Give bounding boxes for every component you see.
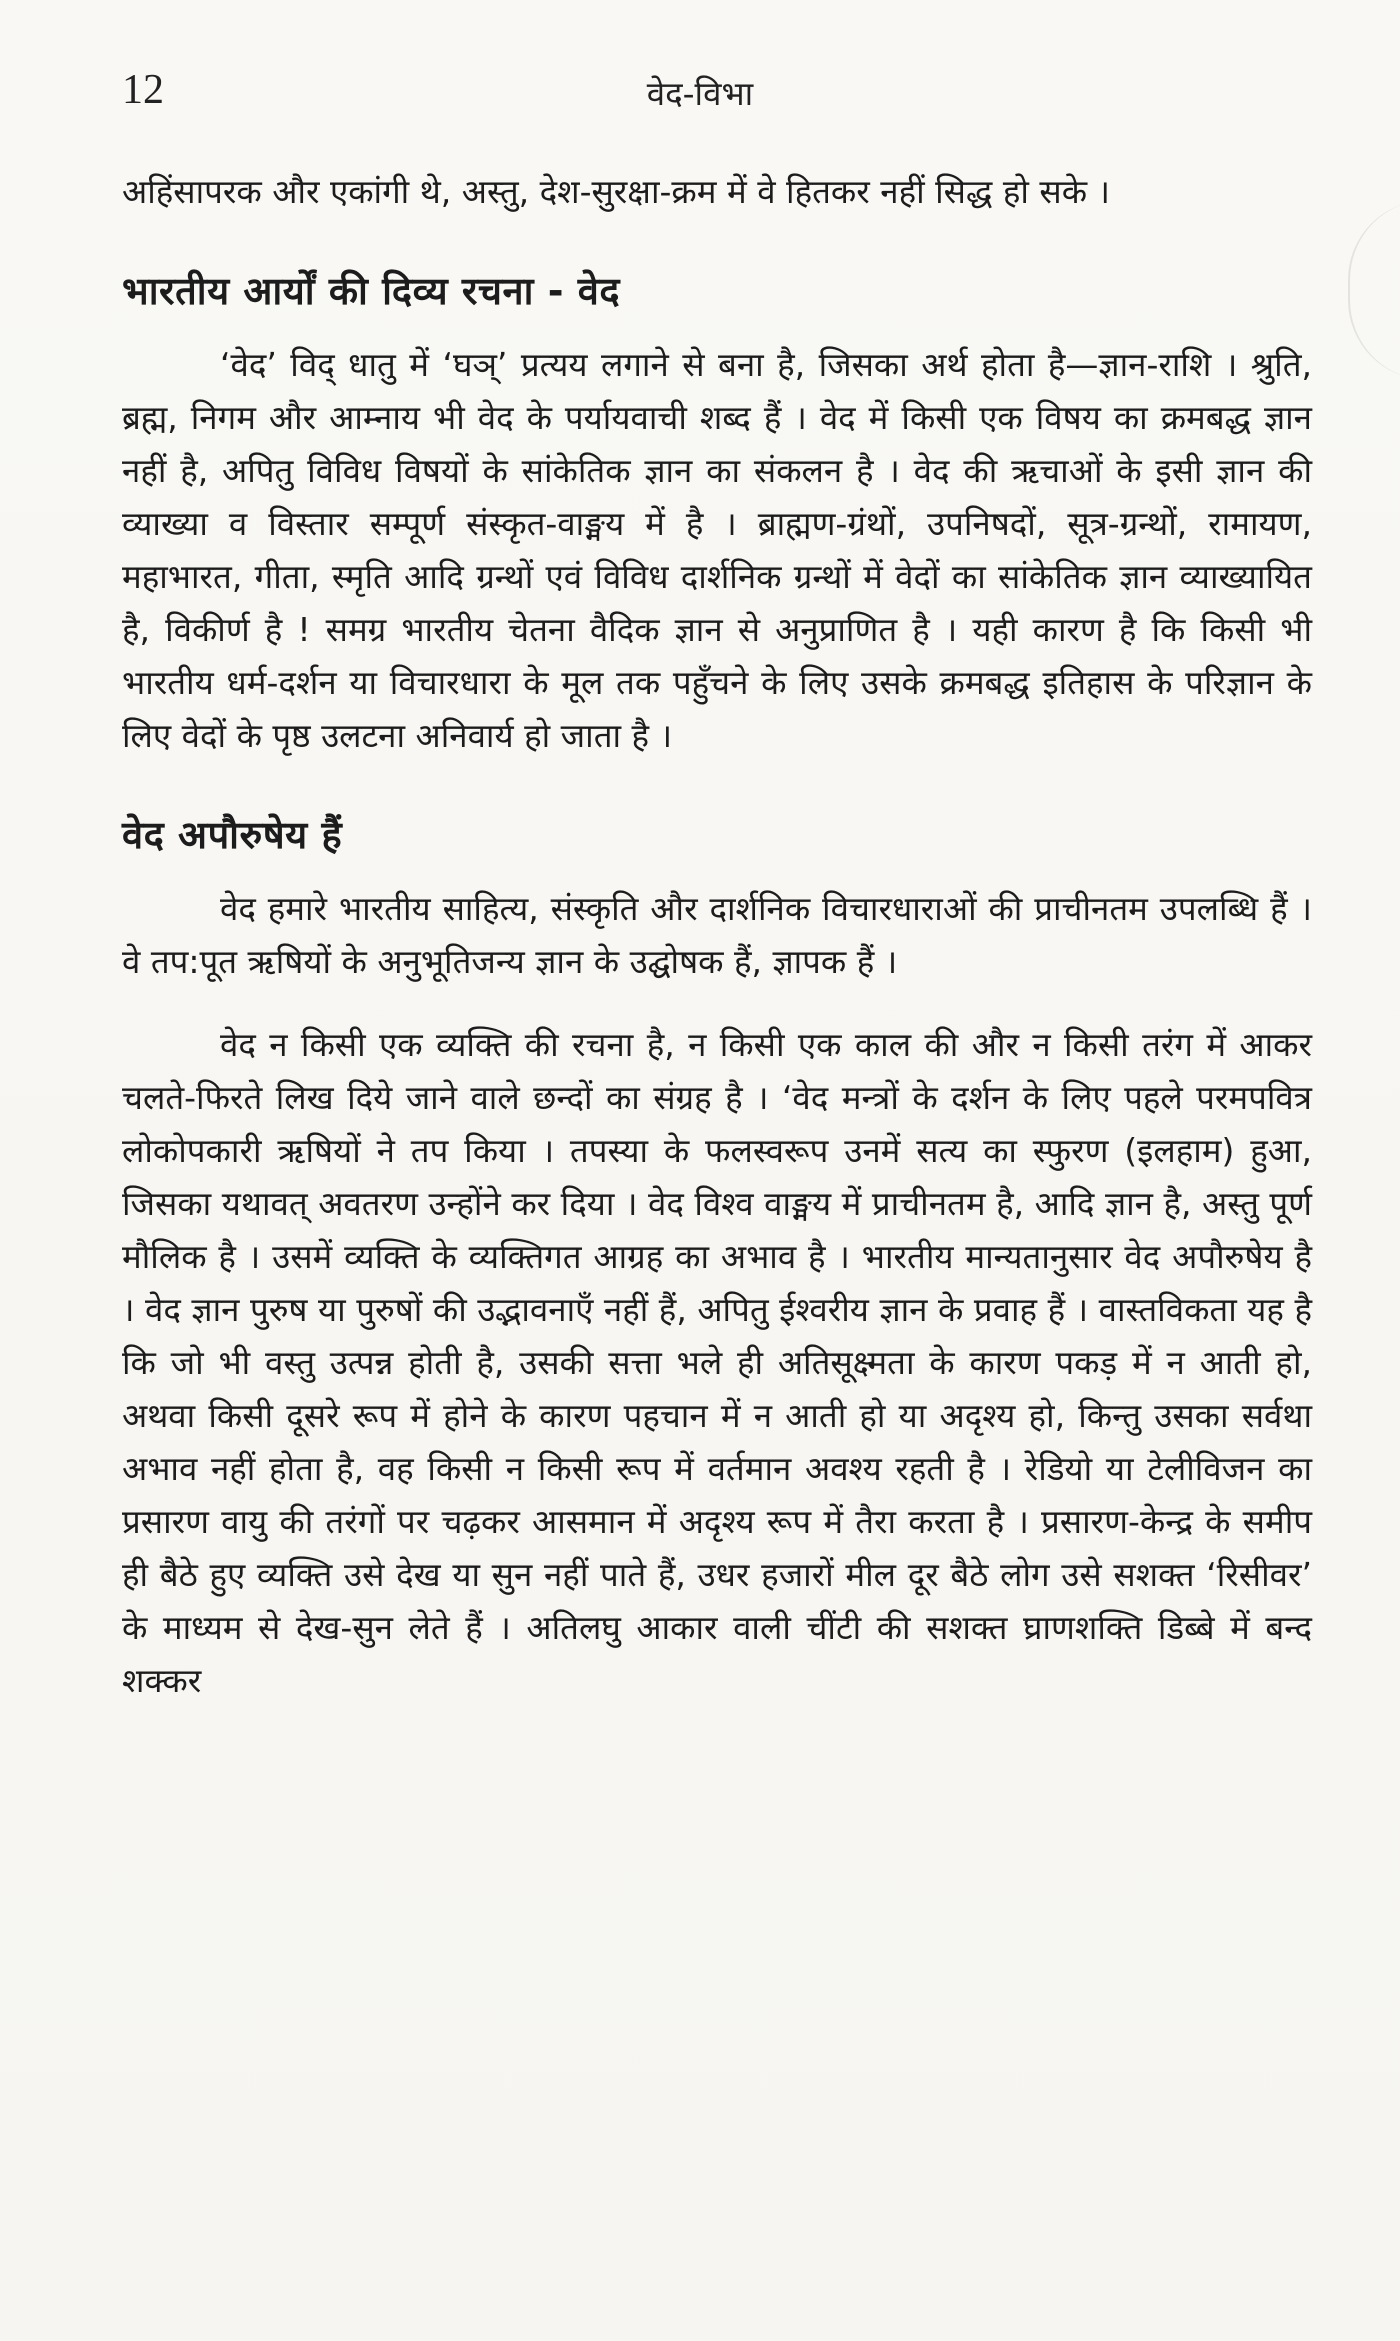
paragraph-not-human-creation: वेद न किसी एक व्यक्ति की रचना है, न किसी एक काल की और न किसी तरंग में आकर चलते-फिरते लिख दिये जाने वाले छन्दों का संग्रह है । ‘वेद मन्त्रों के दर्शन के लिए पहले परमपवित्र लोकोपकारी ऋषियों ने तप किया । तपस्या के फलस्वरूप उनमें सत्य का स्फुरण (इलहाम) हुआ, जिसका यथावत् अवतरण उन्होंने कर दिया । वेद विश्व वाङ्मय में प्राचीनतम है, आदि ज्ञान है, अस्तु पूर्ण मौलिक है । उसमें व्यक्ति के व्यक्तिगत आग्रह का अभाव है । भारतीय मान्यतानुसार वेद अपौरुषेय है । वेद ज्ञान पुरुष या पुरुषों की उद्भावनाएँ नहीं हैं, अपितु ईश्वरीय ज्ञान के प्रवाह हैं । वास्तविकता यह है कि जो भी वस्तु उत्पन्न होती है, उसकी सत्ता भले ही अतिसूक्ष्मता के कारण पकड़ में न आती हो, अथवा किसी दूसरे रूप में होने के कारण पहचान में न आती हो या अदृश्य हो, किन्तु उसका सर्वथा अभाव नहीं होता है, वह किसी न किसी रूप में वर्तमान अवश्य रहती है । रेडियो या टेलीविजन का प्रसारण वायु की तरंगों पर चढ़कर आसमान में अदृश्य रूप में तैरा करता है । प्रसारण-केन्द्र के समीप ही बैठे हुए व्यक्ति उसे देख या सुन नहीं पाते हैं, उधर हजारों मील दूर बैठे लोग उसे सशक्त ‘रिसीवर’ के माध्यम से देख-सुन लेते हैं । अतिलघु आकार वाली चींटी की सशक्त घ्राणशक्ति डिब्बे में बन्द शक्कर <box>122 1025 1312 1700</box>
intro-paragraph: अहिंसापरक और एकांगी थे, अस्तु, देश-सुरक्षा-क्रम में वे हितकर नहीं सिद्ध हो सके । <box>122 172 1111 211</box>
page-number: 12 <box>122 67 164 113</box>
page-content <box>122 165 1312 1707</box>
page-edge-shadow <box>1348 200 1400 380</box>
paragraph-veda-meaning: ‘वेद’ विद् धातु में ‘घञ्’ प्रत्यय लगाने से बना है, जिसका अर्थ होता है—ज्ञान-राशि । श्रुति, ब्रह्म, निगम और आम्नाय भी वेद के पर्यायवाची शब्द हैं । वेद में किसी एक विषय का क्रमबद्ध ज्ञान नहीं है, अपितु विविध विषयों के सांकेतिक ज्ञान का संकलन है । वेद की ऋचाओं के इसी ज्ञान की व्याख्या व विस्तार सम्पूर्ण संस्कृत-वाङ्मय में है । ब्राह्मण-ग्रंथों, उपनिषदों, सूत्र-ग्रन्थों, रामायण, महाभारत, गीता, स्मृति आदि ग्रन्थों एवं विविध दार्शनिक ग्रन्थों में वेदों का सांकेतिक ज्ञान व्याख्यायित है, विकीर्ण है ! समग्र भारतीय चेतना वैदिक ज्ञान से अनुप्राणित है । यही कारण है कि किसी भी भारतीय धर्म-दर्शन या विचारधारा के मूल तक पहुँचने के लिए उसके क्रमबद्ध इतिहास के परिज्ञान के लिए वेदों के पृष्ठ उलटना अनिवार्य हो जाता है । <box>122 345 1312 755</box>
paragraph-ancient-heritage: वेद हमारे भारतीय साहित्य, संस्कृति और दार्शनिक विचारधाराओं की प्राचीनतम उपलब्धि हैं । वे तप:पूत ऋषियों के अनुभूतिजन्य ज्ञान के उद्घोषक हैं, ज्ञापक हैं । <box>122 889 1312 981</box>
section-heading-apaurusheya: वेद अपौरुषेय हैं <box>122 813 343 857</box>
running-title: वेद-विभा <box>646 74 754 113</box>
section-heading-divine-creation: भारतीय आर्यों की दिव्य रचना - वेद <box>122 269 620 313</box>
